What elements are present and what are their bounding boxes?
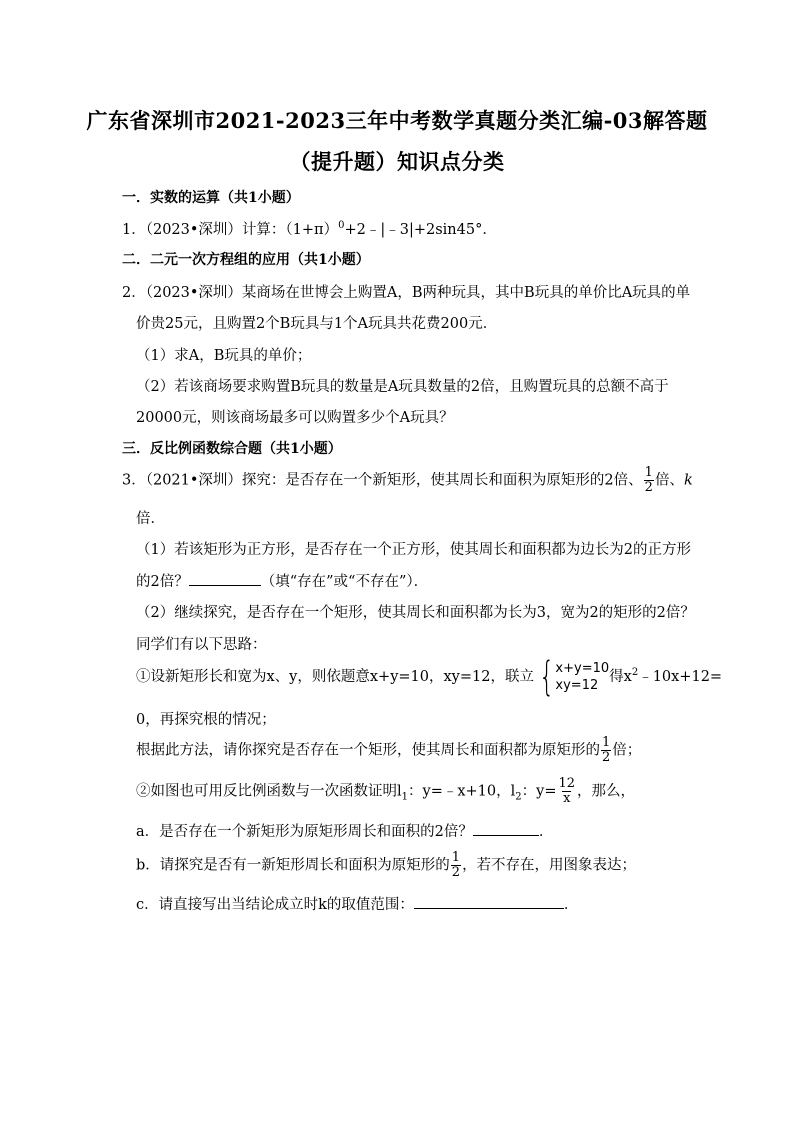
exponent-2: 2 <box>631 667 639 679</box>
answer-blank-1[interactable] <box>189 571 261 586</box>
section-heading-1: 一．实数的运算（共1小题） <box>122 190 300 206</box>
question-3-line9 <box>136 736 641 765</box>
fraction-12-over-x <box>558 777 577 806</box>
fraction-denominator: 2 <box>602 750 611 765</box>
question-3-line7 <box>136 654 723 700</box>
q3-text: ． <box>538 824 554 840</box>
q3-text: 倍、 <box>654 472 684 489</box>
question-2-line2: 价贵25元，且购置2个B玩具与1个A玩具共花费200元． <box>136 316 498 332</box>
q3-text: （填“存在”或“不存在”）． <box>260 574 429 590</box>
fraction-numerator: 1 <box>451 850 461 865</box>
question-1 <box>122 218 497 239</box>
q3-text: ﹣10x+12= <box>638 669 723 685</box>
q1-text-rest: +2﹣|﹣3|+2sin45°． <box>344 222 497 238</box>
q1-exponent: 0 <box>338 220 345 232</box>
subscript-2: 2 <box>515 791 522 803</box>
subscript-1: 1 <box>401 791 409 803</box>
q3-text: ：y= <box>521 783 557 800</box>
question-3-line4 <box>136 570 428 591</box>
brace-icon: { <box>539 654 555 700</box>
q3-text: 的2倍？ <box>136 574 189 590</box>
fraction-one-half <box>644 466 654 495</box>
q3-text: 3．（2021•深圳）探究：是否存在一个新矩形，使其周长和面积为原矩形的2倍、 <box>122 472 643 489</box>
fraction-one-half <box>451 851 461 880</box>
fraction-denominator: 2 <box>644 480 653 495</box>
question-3-line3: （1）若该矩形为正方形，是否存在一个正方形，使其周长和面积都为边长为2的正方形 <box>136 542 691 558</box>
question-2-line3: （1）求A，B玩具的单价； <box>136 348 312 364</box>
fraction-numerator: 1 <box>602 735 611 750</box>
question-3-line6: 同学们有以下思路： <box>136 637 267 653</box>
q3-text: ，那么， <box>577 783 636 800</box>
answer-blank-2[interactable] <box>473 821 539 836</box>
question-2-line5: 20000元，则该商场最多可以购置多少个A玩具？ <box>136 410 454 426</box>
question-3-line8: 0，再探究根的情况； <box>136 712 276 728</box>
question-3-part-a <box>136 820 553 841</box>
equation-system <box>534 654 610 700</box>
fraction-denominator: 2 <box>451 865 461 880</box>
question-3-line5: （2）继续探究，是否存在一个矩形，使其周长和面积都为长为3，宽为2的矩形的2倍？ <box>136 605 695 621</box>
fraction-denominator: x <box>563 791 571 806</box>
document-title-line1: 广东省深圳市2021-2023三年中考数学真题分类汇编-03解答题 <box>86 108 708 133</box>
fraction-numerator: 12 <box>558 776 576 791</box>
q3-text: 根据此方法，请你探究是否存在一个矩形，使其周长和面积都为原矩形的 <box>136 742 600 759</box>
q3-text: 得x <box>609 669 632 685</box>
equation-row-1: x+y=10 <box>555 661 610 676</box>
q3-text: b．请探究是否有一新矩形周长和面积为原矩形的 <box>136 857 450 874</box>
document-title-line2: （提升题）知识点分类 <box>289 149 505 174</box>
section-heading-3: 三．反比例函数综合题（共1小题） <box>122 441 342 457</box>
q3-text: ②如图也可用反比例函数与一次函数证明l <box>136 783 402 800</box>
question-3-line1 <box>122 466 693 495</box>
q3-text: c．请直接写出当结论成立时k的取值范围： <box>136 897 414 913</box>
fraction-one-half <box>601 736 611 765</box>
q1-text: 1．（2023•深圳）计算：（1+π） <box>122 222 339 238</box>
question-3-line10 <box>136 777 635 806</box>
question-2-line1: 2．（2023•深圳）某商场在世博会上购置A，B两种玩具，其中B玩具的单价比A玩具的单 <box>122 285 691 301</box>
answer-blank-3[interactable] <box>414 894 564 909</box>
section-heading-2: 二．二元一次方程组的应用（共1小题） <box>122 252 370 268</box>
question-3-line2: 倍． <box>136 511 165 527</box>
equation-row-2: xy=12 <box>555 678 599 693</box>
question-3-part-b <box>136 851 636 880</box>
variable-k: k <box>683 472 693 489</box>
q3-text: ：y=﹣x+10，l <box>408 783 516 800</box>
q3-text: ，若不存在，用图象表达； <box>462 857 637 874</box>
q3-text: ． <box>563 897 579 913</box>
q3-text: a．是否存在一个新矩形为原矩形周长和面积的2倍？ <box>136 824 473 840</box>
q3-text: ①设新矩形长和宽为x、y，则依题意x+y=10，xy=12，联立 <box>136 669 534 685</box>
question-3-part-c <box>136 893 578 914</box>
question-2-line4: （2）若该商场要求购置B玩具的数量是A玩具数量的2倍，且购置玩具的总额不高于 <box>136 379 669 395</box>
fraction-numerator: 1 <box>644 465 653 480</box>
q3-text: 倍； <box>612 742 642 759</box>
